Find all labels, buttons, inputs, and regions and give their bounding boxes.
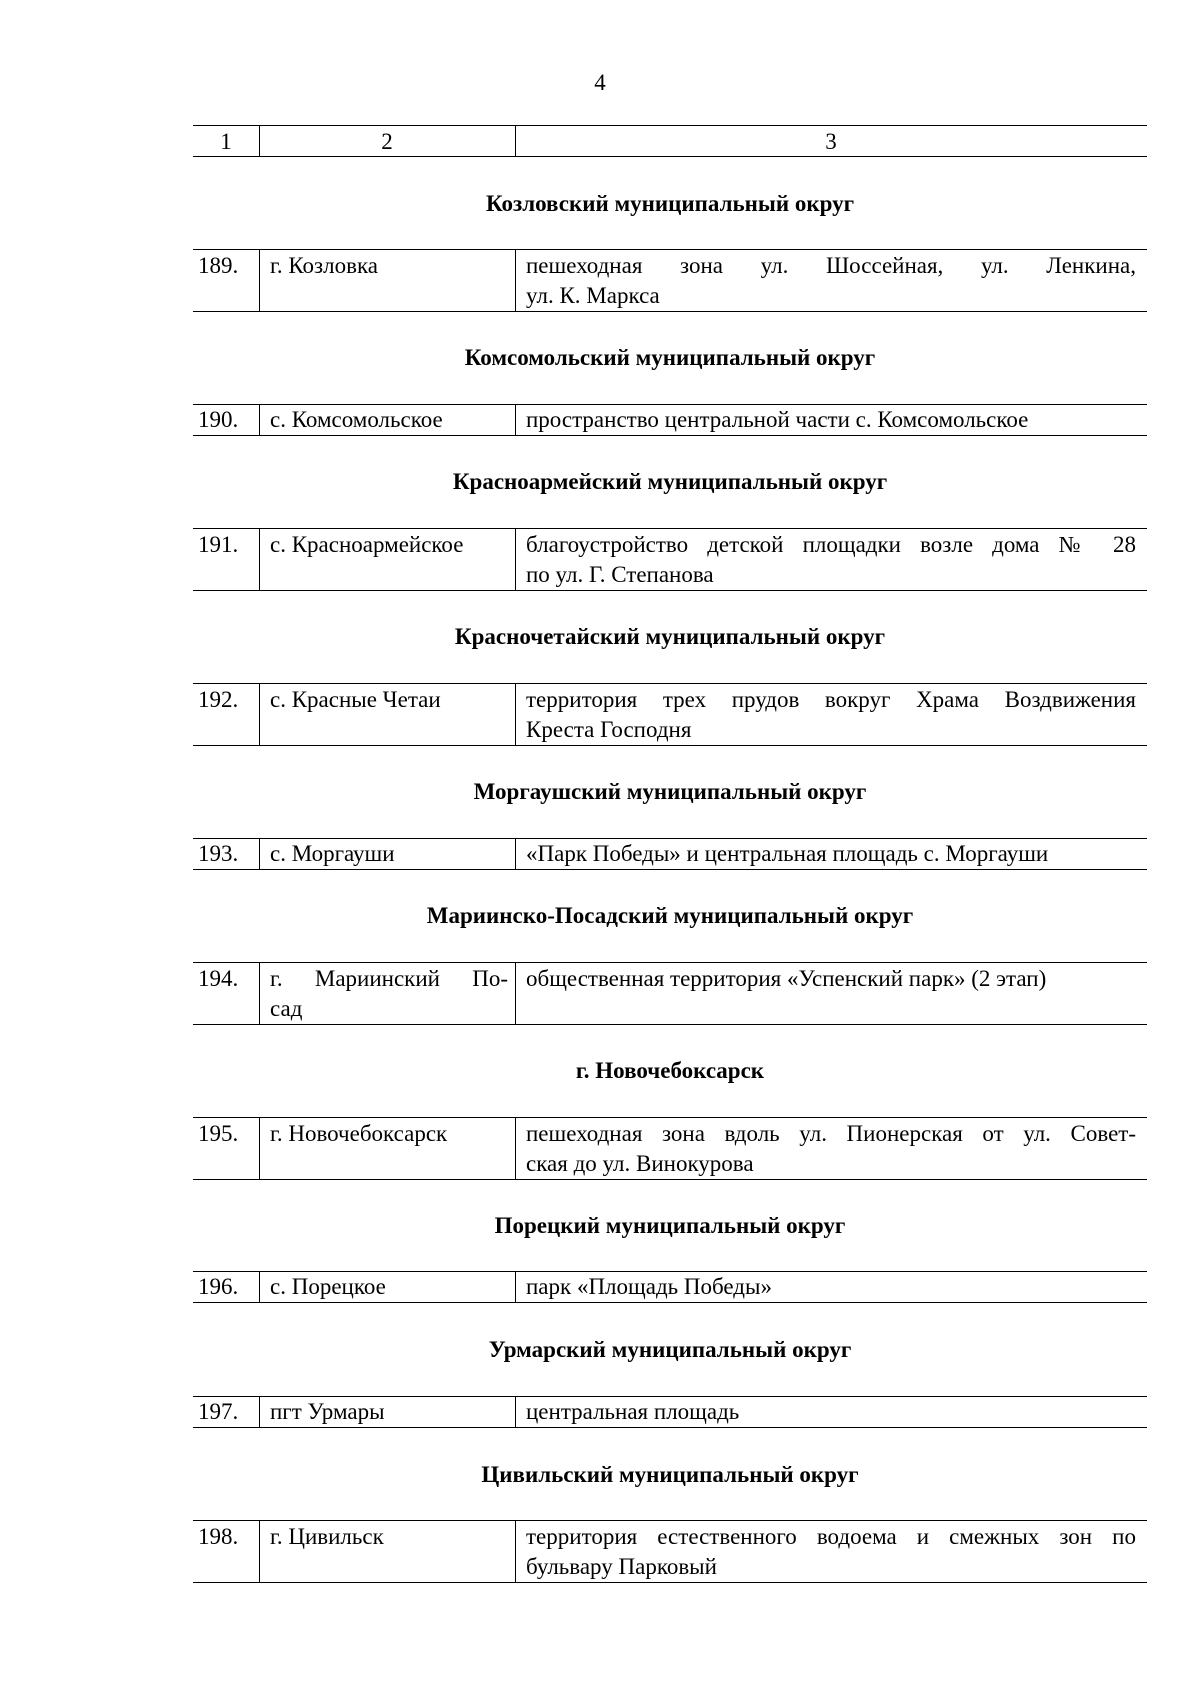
row-divider-1	[259, 404, 260, 435]
row-divider-1	[259, 962, 260, 1024]
row-number: 193.	[198, 841, 239, 866]
row-description-line: ская до ул. Винокурова	[526, 1151, 754, 1176]
district-heading: г. Новочебоксарск	[575, 1058, 765, 1083]
row-number: 196.	[198, 1274, 239, 1299]
row-top-rule	[193, 683, 1147, 684]
row-top-rule	[193, 528, 1147, 529]
row-bottom-rule	[193, 869, 1147, 870]
row-bottom-rule	[193, 311, 1147, 312]
district-heading: Урмарский муниципальный округ	[488, 1337, 852, 1362]
district-heading: Цивильский муниципальный округ	[481, 1462, 859, 1487]
row-divider-1	[259, 683, 260, 745]
row-divider-2	[515, 1271, 516, 1302]
row-description-line: парк «Площадь Победы»	[526, 1274, 772, 1299]
row-divider-2	[515, 838, 516, 869]
row-place: г. Новочебоксарск	[270, 1121, 448, 1146]
row-number: 192.	[198, 687, 239, 712]
row-description-line: благоустройство детской площадки возле дома № 28	[526, 532, 1136, 557]
district-heading: Комсомольский муниципальный округ	[464, 345, 876, 370]
row-number: 189.	[198, 253, 239, 278]
row-description-line: ул. К. Маркса	[526, 283, 660, 308]
row-divider-2	[515, 249, 516, 311]
row-bottom-rule	[193, 1427, 1147, 1428]
row-place: с. Комсомольское	[270, 407, 443, 432]
district-heading: Красночетайский муниципальный округ	[454, 624, 886, 649]
row-bottom-rule	[193, 1024, 1147, 1025]
row-divider-1	[259, 528, 260, 590]
row-number: 194.	[198, 966, 239, 991]
row-divider-2	[515, 1520, 516, 1582]
row-description-line: по ул. Г. Степанова	[526, 562, 714, 587]
row-bottom-rule	[193, 1302, 1147, 1303]
row-number: 195.	[198, 1121, 239, 1146]
row-divider-1	[259, 838, 260, 869]
district-heading: Моргаушский муниципальный округ	[473, 779, 867, 804]
row-top-rule	[193, 962, 1147, 963]
row-description-line: бульвару Парковый	[526, 1554, 717, 1579]
row-number: 198.	[198, 1524, 239, 1549]
row-number: 190.	[198, 407, 239, 432]
row-bottom-rule	[193, 1582, 1147, 1583]
row-divider-1	[259, 1117, 260, 1179]
row-divider-2	[515, 683, 516, 745]
district-heading: Мариинско-Посадский муниципальный округ	[426, 903, 914, 928]
row-place-line: г. Мариинский По-	[270, 966, 508, 991]
row-description-line: пешеходная зона вдоль ул. Пионерская от ул. Совет-	[526, 1121, 1136, 1146]
row-divider-2	[515, 962, 516, 1024]
header-col-3: 3	[825, 129, 837, 154]
row-place-line: сад	[270, 996, 303, 1021]
row-description-line: пространство центральной части с. Комсомольское	[526, 407, 1029, 432]
district-heading: Козловский муниципальный округ	[485, 191, 855, 216]
header-top-rule	[193, 125, 1147, 126]
row-bottom-rule	[193, 745, 1147, 746]
row-place: пгт Урмары	[270, 1399, 385, 1424]
row-divider-2	[515, 1117, 516, 1179]
row-bottom-rule	[193, 435, 1147, 436]
row-number: 191.	[198, 532, 239, 557]
district-heading: Красноармейский муниципальный округ	[452, 469, 888, 494]
row-top-rule	[193, 1520, 1147, 1521]
row-bottom-rule	[193, 1179, 1147, 1180]
row-description-line: пешеходная зона ул. Шоссейная, ул. Ленкина,	[526, 253, 1136, 278]
row-description-line: территория трех прудов вокруг Храма Воздвижения	[526, 687, 1136, 712]
row-divider-2	[515, 528, 516, 590]
header-col-1: 1	[220, 129, 232, 154]
row-description-line: общественная территория «Успенский парк» (2 этап)	[526, 966, 1047, 991]
row-top-rule	[193, 249, 1147, 250]
row-place: с. Красные Четаи	[270, 687, 441, 712]
row-place: г. Козловка	[270, 253, 378, 278]
row-divider-1	[259, 249, 260, 311]
district-heading: Порецкий муниципальный округ	[494, 1213, 846, 1238]
header-col-2: 2	[381, 129, 393, 154]
row-divider-1	[259, 1271, 260, 1302]
row-place: с. Красноармейское	[270, 532, 464, 557]
row-divider-1	[259, 1396, 260, 1427]
row-place: с. Порецкое	[270, 1274, 386, 1299]
row-place: г. Цивильск	[270, 1524, 384, 1549]
row-bottom-rule	[193, 590, 1147, 591]
row-description-line: территория естественного водоема и смежных зон по	[526, 1524, 1136, 1549]
row-top-rule	[193, 1117, 1147, 1118]
row-number: 197.	[198, 1399, 239, 1424]
row-divider-2	[515, 1396, 516, 1427]
row-description-line: «Парк Победы» и центральная площадь с. Моргауши	[526, 841, 1049, 866]
row-description-line: центральная площадь	[526, 1399, 740, 1424]
page-number: 4	[594, 70, 606, 95]
row-divider-1	[259, 1520, 260, 1582]
row-divider-2	[515, 404, 516, 435]
row-description-line: Креста Господня	[526, 717, 692, 742]
row-place: с. Моргауши	[270, 841, 395, 866]
